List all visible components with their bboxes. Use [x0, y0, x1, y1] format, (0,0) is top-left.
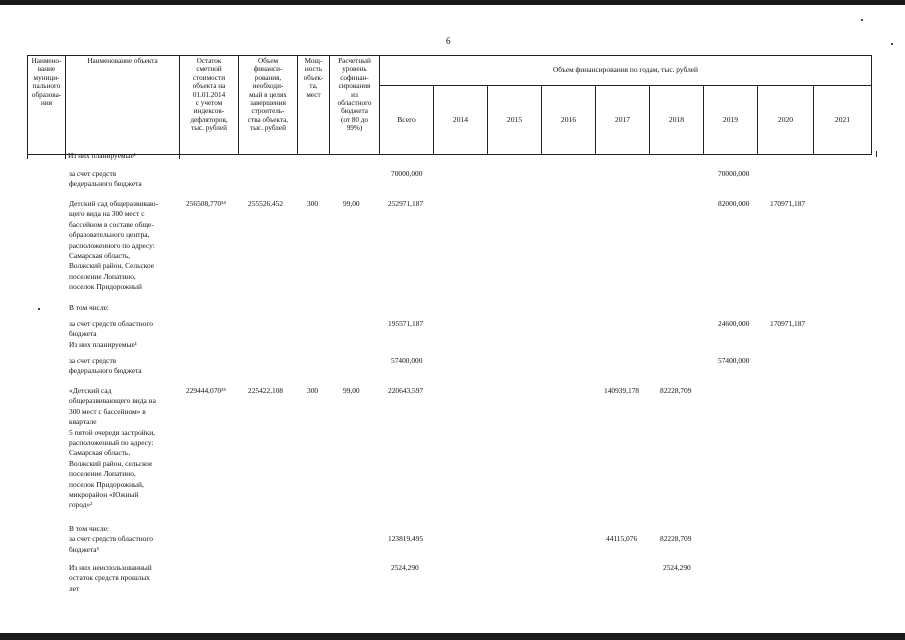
header-year-2020: 2020: [758, 86, 814, 155]
table-frame-line: [179, 151, 180, 159]
object1-2019: 82000,000: [718, 199, 750, 208]
row-federal2-label: за счет средств федерального бюджета: [69, 356, 142, 376]
object1-2020: 170971,187: [770, 199, 806, 208]
table-frame-line: [27, 151, 28, 159]
object1-capacity: 300: [307, 199, 319, 208]
header-year-2014: 2014: [434, 86, 488, 155]
header-capacity: Мощ- ность объек- та, мест: [298, 56, 330, 155]
row-regional2-2017: 44115,076: [606, 534, 638, 543]
object2-cofinancing: 99,00: [343, 386, 360, 395]
header-year-2019: 2019: [704, 86, 758, 155]
header-year-2017: 2017: [596, 86, 650, 155]
page-number: 6: [446, 36, 451, 46]
scan-speck: [891, 43, 893, 45]
header-municipality: Наимено- вание муници- пального образова- ния: [28, 56, 66, 155]
object2-2017: 140939,178: [604, 386, 640, 395]
row-federal-total: 70000,000: [391, 169, 423, 178]
header-year-2015: 2015: [488, 86, 542, 155]
header-remaining-cost: Остаток сметной стоимости объекта на 01.01.2014 с учетом индексов- дефляторов, тыс. рублей: [180, 56, 239, 155]
object2-total: 220643,597: [388, 386, 424, 395]
row-regional2-2018: 82228,709: [660, 534, 692, 543]
table-frame-line: [65, 151, 66, 159]
row-regional-label: за счет средств областного бюджета Из них планируемые¹: [69, 319, 153, 349]
header-year-2021: 2021: [814, 86, 872, 155]
object1-name: Детский сад общеразвиваю- щего вида на 300 мест с бассейном в составе обще- образовательного центра, расположенного по адресу: Самарская область, Волжский район, Сельское поселение Лопатино, поселок Придорожный: [69, 199, 159, 292]
row-federal-label: за счет средств федерального бюджета: [69, 169, 142, 189]
row-regional2-label: В том числе: за счет средств областного бюджета⁵: [69, 524, 153, 554]
object1-needed-funding: 255526,452: [248, 199, 284, 208]
object2-remaining-cost: 229444,070²⁵: [186, 386, 226, 395]
object2-2018: 82228,709: [660, 386, 692, 395]
object2-needed-funding: 225422,108: [248, 386, 284, 395]
top-scan-border: [0, 0, 905, 5]
row-regional-total: 195571,187: [388, 319, 424, 328]
row-planned-label: Из них планируемые¹: [68, 151, 137, 160]
header-total: Всего: [380, 86, 434, 155]
row-federal2-total: 57400,000: [391, 356, 423, 365]
table-header: [27, 55, 872, 155]
row-unused-balance-2018: 2524,290: [663, 563, 691, 572]
row-unused-balance-label: Из них неиспользованный остаток средств прошлых лет: [69, 563, 152, 593]
scan-speck: [38, 308, 40, 310]
bottom-scan-border: [0, 633, 905, 640]
row-including-label: В том числе:: [69, 303, 109, 312]
header-cofinancing: Расчетный уровень софинан- сирования из областного бюджета (от 80 до 99%): [330, 56, 380, 155]
header-year-2018: 2018: [650, 86, 704, 155]
row-regional-2020: 170971,187: [770, 319, 806, 328]
object1-cofinancing: 99,00: [343, 199, 360, 208]
row-regional2-total: 123819,495: [388, 534, 424, 543]
header-year-2016: 2016: [542, 86, 596, 155]
row-federal2-2019: 57400,000: [718, 356, 750, 365]
header-object-name: Наименование объекта: [66, 56, 180, 155]
row-regional-2019: 24600,000: [718, 319, 750, 328]
row-federal-2019: 70000,000: [718, 169, 750, 178]
object1-remaining-cost: 256508,770³⁴: [186, 199, 226, 208]
object2-capacity: 300: [307, 386, 319, 395]
header-funding-by-year: Объем финансирования по годам, тыс. рублей: [380, 56, 872, 86]
header-needed-funding: Объем финанси- рования, необходи- мый в целях завершения строитель- ства объекта, тыс. рублей: [239, 56, 298, 155]
row-unused-balance-total: 2524,290: [391, 563, 419, 572]
object1-total: 252971,187: [388, 199, 424, 208]
table-frame-line: [876, 151, 877, 157]
scan-speck: [861, 19, 863, 21]
object2-name: «Детский сад общеразвивающего вида на 300 мест с бассейном» в квартале 5 пятой очереди застройки, расположенный по адресу: Самарская область, Волжский район, сельское поселение Лопатино, поселок Придорожный, микрорайон «Южный город»²: [69, 386, 156, 510]
